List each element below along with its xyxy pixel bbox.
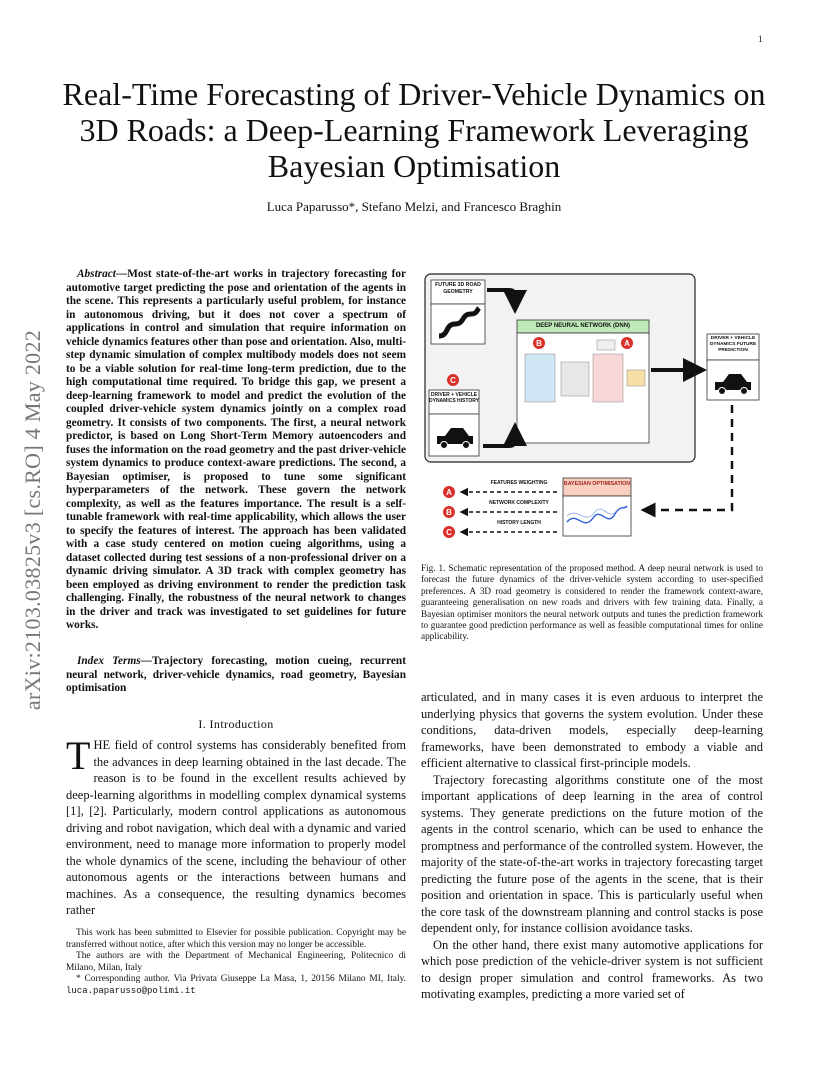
badge-c-history-text: C [450,376,456,385]
figure-1 [421,270,765,555]
features-weighting-label: FEATURES WEIGHTING [490,480,548,486]
network-complexity-label: NETWORK COMPLEXITY [489,500,549,506]
figure-caption: Fig. 1. Schematic representation of the proposed method. A deep neural network is used to forecast the future dynamics of the driver-vehicle system according to user-specified preferences. A 3D road geometry is considered to render the framework context-aware, guaranteeing generalisation on new roads and drivers with few training data. Finally, a Bayesian optimiser monitors the neural network outputs and tunes the prediction framework to guarantee good prediction performance as well as feasible computational times for online applicability. [421,563,763,642]
authors: Luca Paparusso*, Stefano Melzi, and Francesco Braghin [266,199,562,214]
dnn-encoder-block [525,354,555,402]
footnote-elsevier: This work has been submitted to Elsevier for possible publication. Copyright may be transferred without notice, after which this version may no longer be accessible. [66,928,406,950]
footnote-affiliation: The authors are with the Department of Mechanical Engineering, Politecnico di Milano, Milan, Italy [66,951,406,973]
abstract [66,268,406,633]
history-length-label: HISTORY LENGTH [497,520,541,526]
future-dynamics-label: DRIVER + VEHICLE DYNAMICS FUTURE PREDICTION [709,336,757,353]
email-link[interactable]: luca.paparusso@polimi.it [66,985,196,996]
paper-title: Real-Time Forecasting of Driver-Vehicle Dynamics on 3D Roads: a Deep-Learning Framework Leveraging Bayesian Optimisation [62,76,766,184]
intro-lead: HE [93,738,111,752]
dnn-label: DEEP NEURAL NETWORK (DNN) [535,323,631,329]
footnotes [66,928,406,997]
intro-text: field of control systems has considerably benefited from the advances in deep learning obtained in the last decade. The reason is to be found in the excellent results achieved by deep-learning algorithms in modelling complex dynamical systems [1], [2]. Particularly, modern control applications as autonomous driving and robot navigation, which deal with a dynamic and varied environment, need to manage more information to properly model the whole dynamics of the scene, including the behaviour of other autonomous agents or the interactions between humans and machines. As a consequence, the resulting dynamics becomes rather [66,738,406,917]
arxiv-stamp [18,285,48,755]
footnote-corresponding-text: * Corresponding author. Via Privata Giuseppe La Masa, 1, 20156 Milano MI, Italy. [76,974,406,984]
badge-c-text: C [446,528,452,537]
right-column-text [421,689,763,1003]
abstract-label: Abstract [77,268,116,280]
badge-b-dnn-text: B [536,339,542,348]
drop-cap: T [66,733,91,778]
abstract-text: —Most state-of-the-art works in trajectory forecasting for automotive target predicting the pose and orientation of the agents in the scene. This represents a particularly useful problem, for instance in autonomous driving, but it does not cover a spectrum of applications in control and simulation that require information on vehicle dynamics features other than pose and orientation. Also, multi-step dynamic simulation of complex multibody models does not seem to be a viable solution for real-time long-term prediction, due to the high computational time required. To bridge this gap, we present a deep-learning framework to model and predict the evolution of the coupled driver-vehicle system dynamics jointly on a complex road geometry. It consists of two components. The first, a neural network predictor, is based on Long Short-Term Memory autoencoders and fuses the information on the road geometry and the past driver-vehicle system dynamics to produce context-aware predictions. The second, a Bayesian optimiser, is proposed to tune some significant hyperparameters of the network. These govern the network complexity, as well as the features importance. The result is a self-tunable framework with real-time applicability, which allows the user to specify the features of interest. The approach has been validated with a case study centered on motion cueing algorithms, using a dataset collected during test sessions of a non-professional driver on a dynamic driving simulator. A 3D track with complex geometry has been employed as driving environment to render the prediction task challenging. Finally, the robustness of the neural network to changes in the driver and track was investigated to set guidelines for future works. [66,268,406,631]
index-terms-label: Index Terms [77,655,141,667]
badge-a-text: A [446,488,452,497]
dnn-small-block [597,340,615,350]
figure-1-diagram [421,270,765,555]
page-number: 1 [758,34,763,44]
dnn-fusion-block [561,362,589,396]
future-road-label: FUTURE 3D ROAD GEOMETRY [435,282,481,295]
right-paragraph-2: Trajectory forecasting algorithms constitute one of the most important applications of deep learning in the area of control systems. They generate predictions on the future motion of the agents in the control scenario, which can be used to enhance the promptness and performance of the controlled system. However, the majority of the state-of-the-art works in trajectory forecasting target predicting the future pose of the agents in the scene, that is their position and orientation in space. This is particularly useful when the core task of the downstream planning and control stacks is pose dependent only, for instance collision avoidance tasks. [421,772,763,935]
history-label: DRIVER + VEHICLE DYNAMICS HISTORY [429,392,479,405]
right-paragraph-3: On the other hand, there exist many automotive applications for which pose prediction of the vehicle-driver system is not sufficient to design proper simulation and control frameworks. As two motivating examples, predicting a more varied set of [421,937,763,1001]
intro-paragraph [66,733,406,919]
index-terms-text: —Trajectory forecasting, motion cueing, recurrent neural network, driver-vehicle dynamics, road geometry, Bayesian optimisation [66,655,406,694]
dnn-decoder-block [593,354,623,402]
arxiv-stamp-text: arXiv:2103.03825v3 [cs.RO] 4 May 2022 [20,329,45,711]
dnn-output-block [627,370,645,386]
bayes-label: BAYESIAN OPTIMISATION [563,481,631,487]
badge-b-text: B [446,508,452,517]
badge-a-dnn-text: A [624,339,630,348]
bayes-plot [563,496,631,536]
index-terms [66,655,406,696]
footnote-corresponding [66,974,406,997]
section-heading: I. Introduction [198,717,274,731]
right-paragraph-1: articulated, and in many cases it is even arduous to interpret the underlying physics that governs the system evolution. Under these conditions, data-driven models, especially deep-learning frameworks, have been demonstrated to embody a viable and efficient alternative to classical first-principle models. [421,690,763,770]
